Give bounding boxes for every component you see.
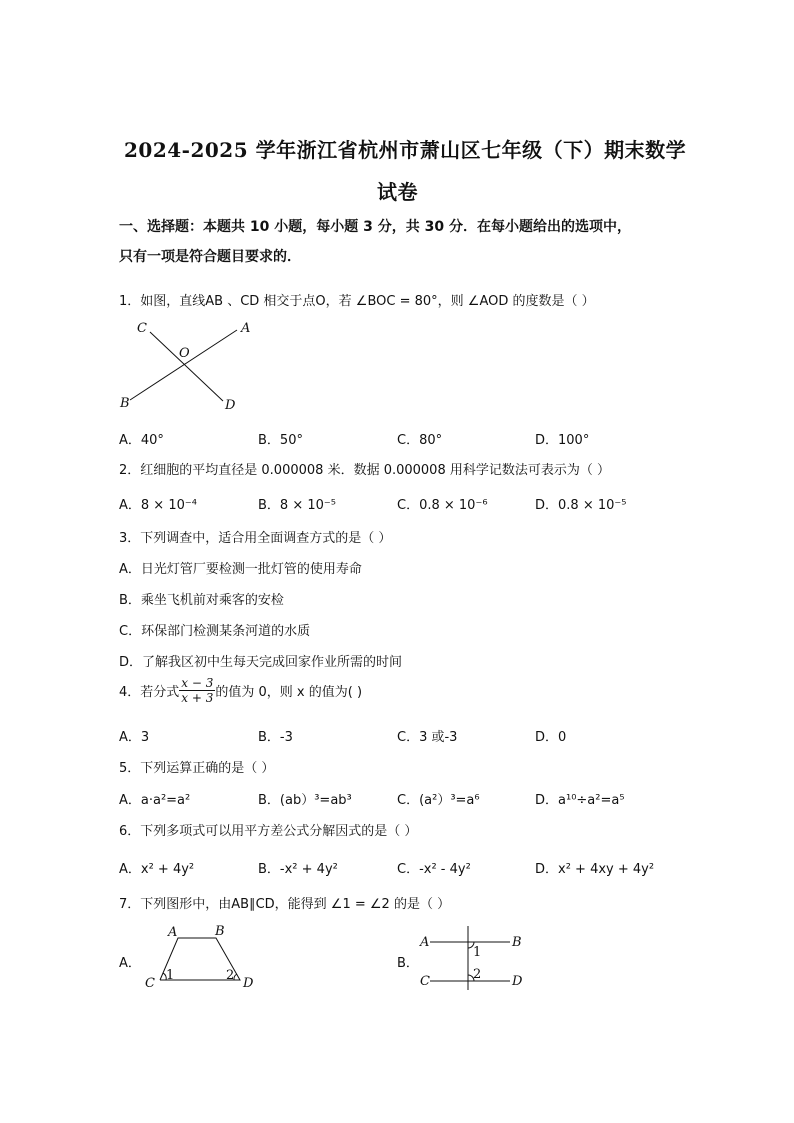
label-c: C — [420, 974, 430, 989]
label-a: A — [420, 935, 430, 950]
question-4-option-c[interactable]: C．3 或-3 — [397, 730, 458, 745]
section-header-line2: 只有一项是符合题目要求的． — [119, 249, 301, 265]
exam-title-line2: 试卷 — [377, 180, 418, 204]
label-a: A — [241, 321, 251, 336]
angle-2-label: 2 — [226, 968, 235, 983]
label-b: B — [215, 924, 225, 939]
question-3-stem: 3．下列调查中，适合用全面调查方式的是（ ） — [119, 531, 392, 546]
question-2-stem: 2．红细胞的平均直径是 0.000008 米．数据 0.000008 用科学记数法可表示为（ ） — [119, 463, 610, 478]
line-cd — [150, 332, 223, 401]
exam-title-line1: 2024-2025 学年浙江省杭州市萧山区七年级（下）期末数学 — [124, 138, 687, 162]
angle-2-label: 2 — [473, 967, 482, 982]
question-5-option-d[interactable]: D．a¹⁰÷a²=a⁵ — [535, 793, 625, 808]
question-2-option-a[interactable]: A．8 × 10⁻⁴ — [119, 498, 197, 513]
question-2-option-c[interactable]: C．0.8 × 10⁻⁶ — [397, 498, 488, 513]
question-4-option-a[interactable]: A．3 — [119, 730, 150, 745]
question-6-option-d[interactable]: D．x² + 4xy + 4y² — [535, 862, 655, 877]
label-b: B — [120, 396, 130, 411]
fraction-denominator: x + 3 — [181, 691, 214, 705]
label-d: D — [243, 976, 254, 990]
question-3-option-d[interactable]: D．了解我区初中生每天完成回家作业所需的时间 — [119, 655, 403, 670]
line-ab — [130, 330, 237, 400]
fraction — [179, 676, 215, 705]
angle-1-label: 1 — [473, 945, 482, 960]
question-4-stem — [119, 676, 362, 705]
label-c: C — [145, 976, 155, 990]
question-3-option-c[interactable]: C．环保部门检测某条河道的水质 — [119, 624, 311, 639]
fraction-numerator: x − 3 — [181, 676, 214, 690]
question-7-figure-a[interactable] — [140, 920, 270, 990]
question-5-option-c[interactable]: C．(a²）³=a⁶ — [397, 793, 480, 808]
question-2-option-b[interactable]: B．8 × 10⁻⁵ — [258, 498, 336, 513]
question-6-option-c[interactable]: C．-x² - 4y² — [397, 862, 471, 877]
question-3-option-b[interactable]: B．乘坐飞机前对乘客的安检 — [119, 593, 284, 608]
question-1-option-a[interactable]: A．40° — [119, 433, 164, 448]
section-header-line1: 一、选择题：本题共 10 小题，每小题 3 分，共 30 分．在每小题给出的选项中， — [119, 219, 631, 235]
question-5-stem: 5．下列运算正确的是（ ） — [119, 761, 275, 776]
label-o: O — [179, 346, 190, 361]
question-1-stem: 1．如图，直线AB 、CD 相交于点O，若 ∠BOC = 80°，则 ∠AOD 的度数是（ ） — [119, 294, 595, 309]
question-4-suffix: 的值为 0，则 x 的值为( ) — [215, 685, 363, 700]
question-4-option-b[interactable]: B．-3 — [258, 730, 293, 745]
question-1-option-b[interactable]: B．50° — [258, 433, 303, 448]
label-d: D — [225, 398, 236, 413]
question-6-option-b[interactable]: B．-x² + 4y² — [258, 862, 338, 877]
question-1-figure — [115, 316, 255, 416]
question-7-stem: 7．下列图形中，由AB∥CD，能得到 ∠1 = ∠2 的是（ ） — [119, 897, 451, 912]
label-c: C — [137, 321, 147, 336]
question-2-option-d[interactable]: D．0.8 × 10⁻⁵ — [535, 498, 627, 513]
angle-1-label: 1 — [166, 968, 175, 983]
question-4-prefix: 4．若分式 — [119, 685, 180, 700]
question-7-option-b[interactable]: B． — [397, 956, 419, 971]
question-5-option-b[interactable]: B．(ab）³=ab³ — [258, 793, 352, 808]
question-1-option-c[interactable]: C．80° — [397, 433, 443, 448]
question-7-figure-b[interactable] — [416, 922, 536, 994]
question-6-option-a[interactable]: A．x² + 4y² — [119, 862, 195, 877]
question-7-option-a[interactable]: A． — [119, 956, 141, 971]
question-5-option-a[interactable]: A．a·a²=a² — [119, 793, 191, 808]
label-d: D — [512, 974, 523, 989]
label-a: A — [168, 925, 178, 940]
question-1-option-d[interactable]: D．100° — [535, 433, 590, 448]
question-3-option-a[interactable]: A．日光灯管厂要检测一批灯管的使用寿命 — [119, 562, 362, 577]
label-b: B — [512, 935, 522, 950]
question-6-stem: 6．下列多项式可以用平方差公式分解因式的是（ ） — [119, 824, 418, 839]
question-4-option-d[interactable]: D．0 — [535, 730, 567, 745]
